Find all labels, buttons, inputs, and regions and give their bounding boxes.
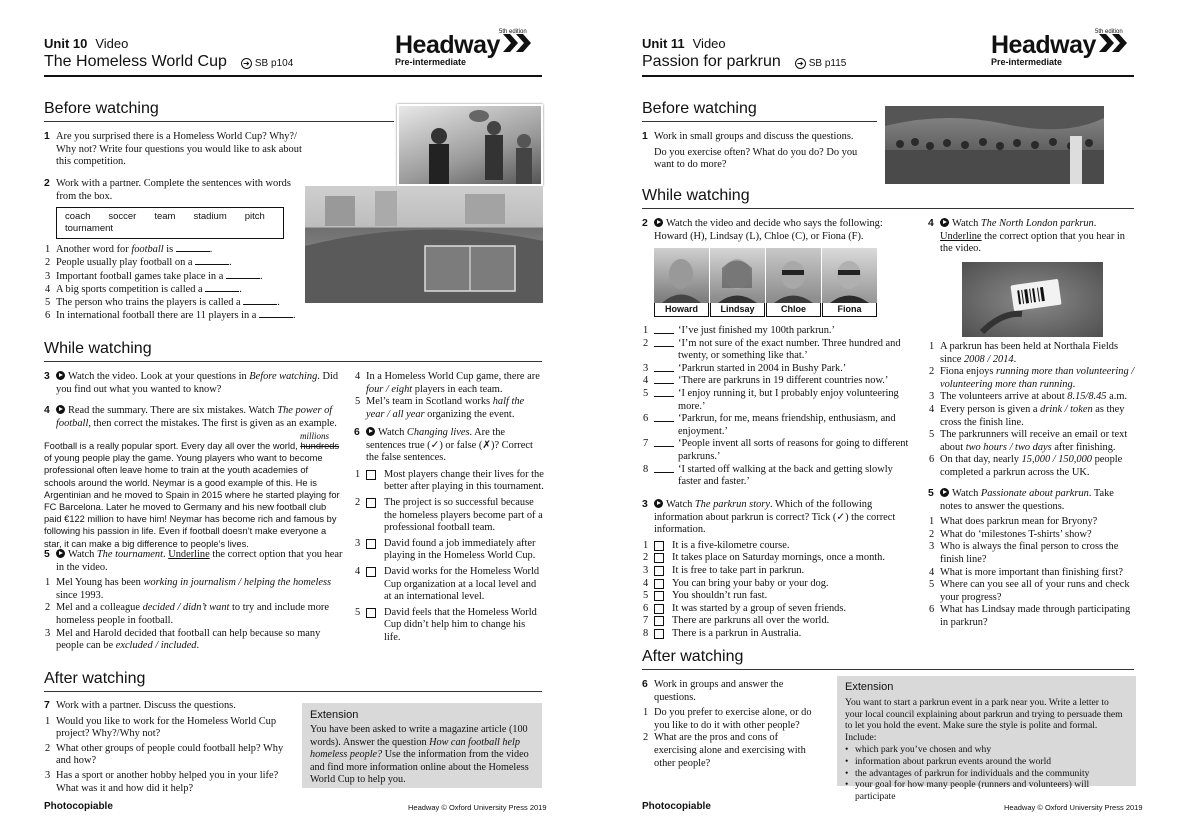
checkbox[interactable] (366, 498, 376, 508)
runners-crowd-photo (885, 106, 1104, 184)
checkbox[interactable] (654, 541, 664, 551)
question-5: 5 Watch Passionate about parkrun. Take notes to answer the questions. 1 What does parkrun mean for Bryony? 2 What do ‘milestones T-shirts’ show? 3 Who is always the final person to cross the finish line? 4 What is more important than finishing first? 5 Where can you see all of your runs and check your progress? 6 What has Lindsay made through participating in parkrun? (928, 488, 1131, 628)
arrow-circle-icon: ➜ (795, 58, 806, 69)
play-icon (654, 218, 663, 227)
checkbox[interactable] (366, 567, 376, 577)
sentence-list: 1 Another word for football is . 2 People usually play football on a . 3 Important football games take place in a . 4 A big sports competition is called a . 5 The person who trains the players is called a . 6 In international football there are 11 players in a . (45, 244, 296, 322)
extension-box: Extension You have been asked to write a magazine article (100 words). Answer the question How can football help homeless people? Use the information from the video and find more information online about the Homeless World Cup to help you. (302, 703, 542, 788)
speaker-lindsay: Lindsay (710, 248, 765, 317)
worksheet-page-unit-10 (0, 0, 591, 835)
question-4: 4 Read the summary. There are six mistakes. Watch The power of football, then correct the mistakes. The first is given as an example. (44, 405, 337, 429)
answer-blank[interactable] (226, 271, 260, 279)
sb-reference: ➜ SB p115 (795, 58, 847, 69)
page-title: Passion for parkrun ➜ SB p115 (642, 53, 847, 70)
play-icon (56, 549, 65, 558)
footer-copyright: Headway © Oxford University Press 2019 (1004, 803, 1143, 812)
quote-list: 1 ‘I’ve just finished my 100th parkrun.’ 2 ‘I’m not sure of the exact number. Three hundred and twenty, or something like that.’ 3 ‘Parkrun started in 2004 in Bushy Park.’ 4 ‘There are parkruns in 19 different countries now.’ 5 ‘I enjoy running it, but I probably enjoy volunteering more.’ 6 ‘Parkrun, for me, means friendship, enthusiasm, and enjoyment.’ 7 ‘People invent all sorts of reasons for going to different parkruns.’ 8 ‘I started off walking at the back and getting slowly faster and faster.’ (643, 325, 909, 488)
question-4: 4 Watch The North London parkrun. Underline the correct option that you hear in the video. (928, 218, 1125, 255)
question-1: 1 Are you surprised there is a Homeless World Cup? Why?/ Why not? Write four questions you would like to ask about this competition. (44, 131, 302, 168)
play-icon (56, 405, 65, 414)
question-2: 2 Work with a partner. Complete the sentences with words from the box. (44, 178, 291, 202)
footer-photocopiable: Photocopiable (642, 801, 711, 812)
play-icon (56, 371, 65, 380)
headway-logo: 5th edition Headway Pre-intermediate (395, 32, 534, 67)
double-chevron-icon (1098, 32, 1130, 54)
section-heading-before-watching: Before watching (44, 100, 159, 117)
question-5-continued: 4 In a Homeless World Cup game, there are four / eight players in each team. 5 Mel’s team in Scotland works half the year / all year organizing the event. (355, 371, 540, 420)
answer-blank[interactable] (176, 244, 210, 252)
play-icon (366, 427, 375, 436)
question-4-items: 1 A parkrun has been held at Northala Fields since 2008 / 2014. 2 Fiona enjoys running more than volunteering / volunteering more than running. 3 The volunteers arrive at about 8.15/8.45 a.m. 4 Every person is given a drink / token as they cross the finish line. 5 The parkrunners will receive an email or text about two hours / two days after finishing. 6 On that day, nearly 15,000 / 150,000 people completed a parkrun across the UK. (929, 341, 1135, 478)
worksheet-page-unit-11 (592, 0, 1183, 835)
answer-blank[interactable] (259, 310, 293, 318)
section-heading-while-watching: While watching (642, 187, 750, 204)
play-icon (940, 488, 949, 497)
question-5: 5 Watch The tournament. Underline the correct option that you hear in the video. 1 Mel Young has been working in journalism / helping the homeless since 1993. 2 Mel and a colleague decided / didn’t want to try and include more homeless people in football. 3 Mel and Harold decided that football can help because so many people can be excluded / included. (44, 549, 343, 652)
question-7: 7 Work with a partner. Discuss the questions. 1 Would you like to work for the Homeless World Cup project? Why?/Why not? 2 What other groups of people could football help? Why and how? 3 Has a sport or another hobby helped you in your life? What was it and how did it help? (44, 700, 284, 794)
stadium-photo (305, 186, 543, 303)
section-heading-while-watching: While watching (44, 340, 152, 357)
unit-label: Unit 10 Video (44, 36, 129, 51)
checkbox[interactable] (654, 553, 664, 563)
answer-blank[interactable] (195, 257, 229, 265)
question-6: 6 Work in groups and answer the questions. 1 Do you prefer to exercise alone, or do you like to do it with other people? 2 What are the pros and cons of exercising alone and exercising with other people? (642, 679, 812, 769)
question-3: 3 Watch The parkrun story. Which of the following information about parkrun is correct? Tick (✓) the correct information. 1 It is a five-kilometre course. 2 It takes place on Saturday mornings, once a month. 3 It is free to take part in parkrun. 4 You can bring your baby or your dog. 5 You shouldn’t run fast. 6 It was started by a group of seven friends. 7 There are parkruns all over the world. 8 There is a parkrun in Australia. (642, 499, 896, 639)
checkbox[interactable] (654, 629, 664, 639)
checkbox[interactable] (366, 608, 376, 618)
unit-label: Unit 11 Video (642, 36, 726, 51)
double-chevron-icon (502, 32, 534, 54)
speaker-howard: Howard (654, 248, 709, 317)
example-correction: millions (300, 431, 330, 441)
finish-token-photo (962, 262, 1103, 337)
section-heading-after-watching: After watching (642, 648, 744, 665)
answer-blank[interactable] (205, 284, 239, 292)
checkbox[interactable] (654, 591, 664, 601)
arrow-circle-icon: ➜ (241, 58, 252, 69)
section-heading-before-watching: Before watching (642, 100, 757, 117)
question-2: 2 Watch the video and decide who says the following: Howard (H), Lindsay (L), Chloe (C), or Fiona (F). (642, 218, 883, 242)
checkbox[interactable] (654, 566, 664, 576)
question-6: 6 Watch Changing lives. Are the sentences true (✓) or false (✗)? Correct the false sentences. 1 Most players change their lives for the better after playing in this tournament. 2 The project is so successful because the homeless players become part of a professional football team. 3 David found a job immediately after playing in the Homeless World Cup. 4 David works for the Homeless World Cup organization at a local level and at an international level. 5 David feels that the Homeless World Cup didn’t help him to change his life. (354, 427, 544, 643)
extension-box: Extension You want to start a parkrun event in a park near you. Write a letter to your local council explaining about parkrun and trying to persuade them to let you hold the event. Make sure the style is polite and formal. Include: • which park you’ve chosen and why • information about parkrun events around the world • the advantages of parkrun for individuals and the community • your goal for how many people (runners and volunteers) will participate (837, 676, 1136, 786)
question-3: 3 Watch the video. Look at your questions in Before watching. Did you find out what you wanted to know? (44, 371, 339, 395)
checkbox[interactable] (366, 470, 376, 480)
headway-logo: 5th edition Headway Pre-intermediate (991, 32, 1130, 67)
checkbox[interactable] (654, 579, 664, 589)
speaker-fiona: Fiona (822, 248, 877, 317)
players-celebrating-photo (397, 104, 543, 186)
checkbox[interactable] (366, 539, 376, 549)
question-1: 1 Work in small groups and discuss the questions. Do you exercise often? What do you do? Do you want to do more? (642, 131, 858, 171)
word-box: coach soccer team stadium pitch tournament (56, 207, 284, 239)
footer-copyright: Headway © Oxford University Press 2019 (408, 803, 547, 812)
checkbox[interactable] (654, 604, 664, 614)
checkbox[interactable] (654, 616, 664, 626)
speaker-chloe: Chloe (766, 248, 821, 317)
speaker-photos (654, 248, 877, 317)
answer-blank[interactable] (243, 297, 277, 305)
page-title: The Homeless World Cup ➜ SB p104 (44, 53, 294, 70)
summary-text: Football is a really popular sport. Every day all over the world, hundreds of young people play the game. Young players who want to become professional often leave home to train at the youth academies of schools around the world. Neymar is a good example of this. He is Argentinian and he moved to Spain in 2015 where he started playing for FC Barcelona. Later he moved to Germany and his new football club paid €122 million to have him! Neymar has become rich and famous by following his passion in life. Even if football doesn’t make everyone a star, it can make a big difference to people’s lives. (44, 441, 340, 549)
play-icon (654, 499, 663, 508)
sb-reference: ➜ SB p104 (241, 58, 293, 69)
section-heading-after-watching: After watching (44, 670, 146, 687)
footer-photocopiable: Photocopiable (44, 801, 113, 812)
play-icon (940, 218, 949, 227)
